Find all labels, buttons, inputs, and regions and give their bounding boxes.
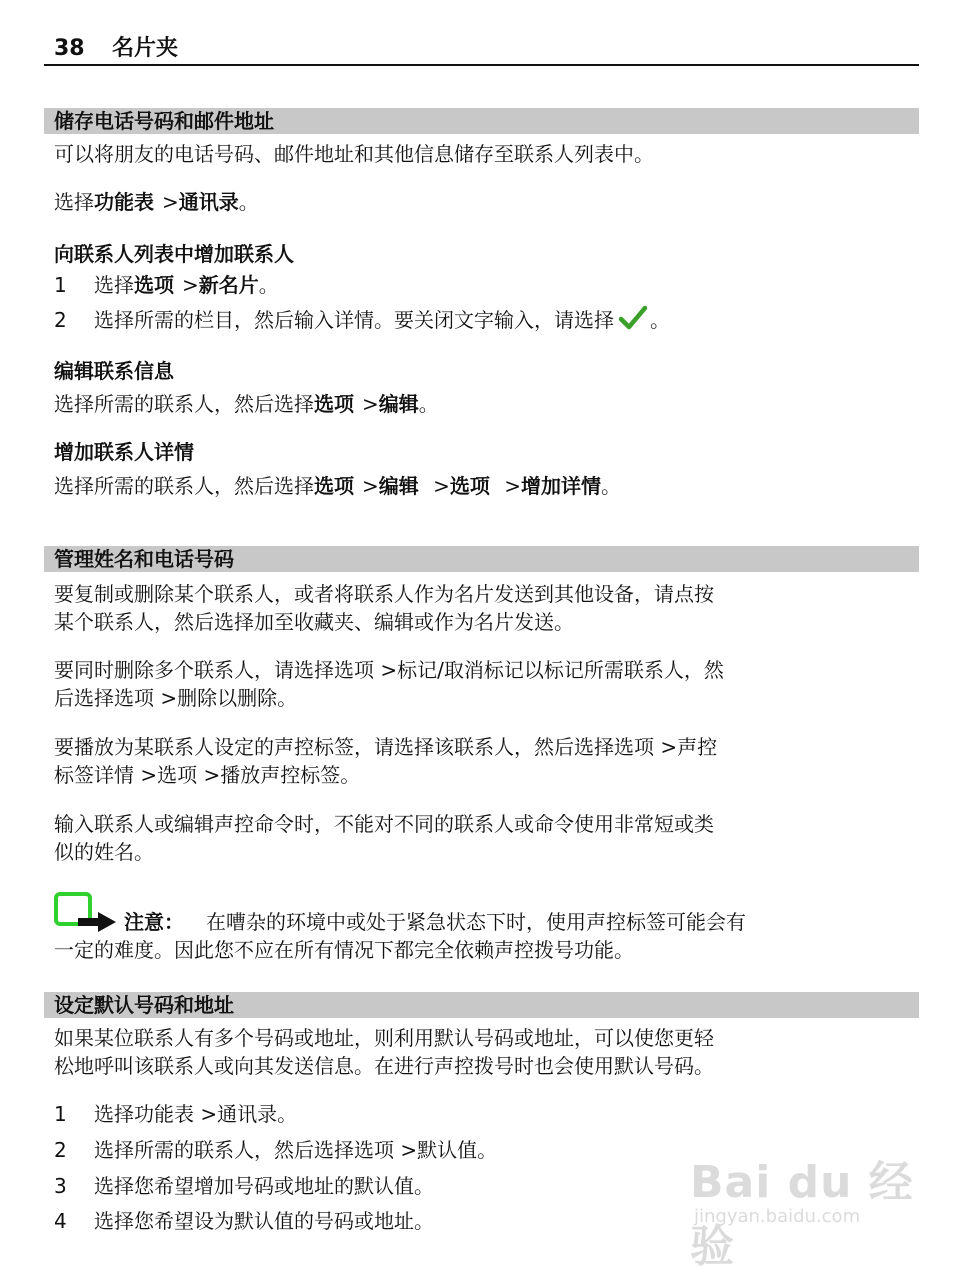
contacts-label: 通讯录 <box>178 190 239 214</box>
instruction-open-contacts: 选择功能表 >通讯录。 <box>54 190 259 214</box>
end-mark: 。 <box>238 190 259 214</box>
text-select: 选择 <box>94 273 134 297</box>
add-details-label: 增加详情 <box>521 474 602 498</box>
step-text: 选择所需的栏目，然后输入详情。要关闭文字输入，请选择 <box>94 308 614 332</box>
options-label: 选项 <box>314 392 354 416</box>
step-number: 2 <box>54 308 67 332</box>
text-select: 选择 <box>54 190 94 214</box>
watermark-logo-text: Bai du 经验 <box>690 1157 914 1272</box>
paragraph-manage-1-line1: 要复制或删除某个联系人，或者将联系人作为名片发送到其他设备，请点按 <box>54 582 714 606</box>
step-number: 4 <box>54 1209 67 1233</box>
instruction-edit-contact: 选择所需的联系人，然后选择选项 >编辑。 <box>54 392 439 416</box>
paragraph-manage-2-line1: 要同时删除多个联系人，请选择选项 >标记/取消标记以标记所需联系人，然 <box>54 658 724 682</box>
new-card-label: 新名片 <box>198 273 259 297</box>
step-default-4 <box>54 1207 434 1235</box>
step-default-1 <box>54 1100 297 1128</box>
step-number: 1 <box>54 1102 67 1126</box>
page-number: 38 <box>54 36 85 61</box>
step-default-2 <box>54 1136 497 1164</box>
options-label: 选项 <box>134 273 174 297</box>
note-line2: 一定的难度。因此您不应在所有情况下都完全依赖声控拨号功能。 <box>54 938 634 962</box>
end-mark: 。 <box>650 308 670 332</box>
note-icon <box>54 892 120 938</box>
end-mark: 。 <box>601 474 622 498</box>
note-line1 <box>124 908 746 936</box>
chapter-title: 名片夹 <box>112 36 179 61</box>
paragraph-manage-3-line2: 标签详情 >选项 >播放声控标签。 <box>54 763 361 787</box>
section-heading-manage: 管理姓名和电话号码 <box>44 546 919 572</box>
paragraph-default-line1: 如果某位联系人有多个号码或地址，则利用默认号码或地址，可以使您更轻 <box>54 1026 714 1050</box>
step-add-1: 1 选择选项 >新名片。 <box>54 273 279 297</box>
menu-label: 功能表 <box>94 190 154 214</box>
section-heading-store: 储存电话号码和邮件地址 <box>44 108 919 134</box>
step-text: 选择功能表 >通讯录。 <box>94 1102 298 1126</box>
step-default-3 <box>54 1172 434 1200</box>
text-select: 选择所需的联系人，然后选择 <box>54 474 314 498</box>
subheading-add-details: 增加联系人详情 <box>54 440 194 464</box>
note-label: 注意： <box>124 910 184 934</box>
note-text: 在嘈杂的环境中或处于紧急状态下时，使用声控标签可能会有 <box>206 910 746 934</box>
step-number: 1 <box>54 273 67 297</box>
end-mark: 。 <box>418 392 439 416</box>
paragraph-manage-2-line2: 后选择选项 >删除以删除。 <box>54 686 298 710</box>
options-label: 选项 <box>314 474 354 498</box>
options-label: 选项 <box>449 474 490 498</box>
baidu-watermark <box>690 1138 920 1272</box>
end-mark: 。 <box>258 273 279 297</box>
step-text: 选择所需的联系人，然后选择选项 >默认值。 <box>94 1138 498 1162</box>
section-heading-default: 设定默认号码和地址 <box>44 992 919 1018</box>
instruction-add-details: 选择所需的联系人，然后选择选项 >编辑 >选项 >增加详情。 <box>54 474 622 498</box>
step-text: 选择您希望增加号码或地址的默认值。 <box>94 1174 434 1198</box>
step-number: 2 <box>54 1138 67 1162</box>
paragraph-manage-1-line2: 某个联系人，然后选择加至收藏夹、编辑或作为名片发送。 <box>54 610 574 634</box>
paragraph-default-line2: 松地呼叫该联系人或向其发送信息。在进行声控拨号时也会使用默认号码。 <box>54 1054 714 1078</box>
page-header <box>44 34 919 66</box>
edit-label: 编辑 <box>378 474 419 498</box>
paragraph-manage-4-line1: 输入联系人或编辑声控命令时，不能对不同的联系人或命令使用非常短或类 <box>54 812 714 836</box>
watermark-url: jingyan.baidu.com <box>694 1206 861 1227</box>
subheading-edit-contact: 编辑联系信息 <box>54 359 174 383</box>
paragraph-store-intro: 可以将朋友的电话号码、邮件地址和其他信息储存至联系人列表中。 <box>54 142 654 166</box>
step-text: 选择您希望设为默认值的号码或地址。 <box>94 1209 434 1233</box>
step-add-2 <box>54 305 670 338</box>
step-number: 3 <box>54 1174 67 1198</box>
paragraph-manage-4-line2: 似的姓名。 <box>54 840 154 864</box>
paragraph-manage-3-line1: 要播放为某联系人设定的声控标签，请选择该联系人，然后选择选项 >声控 <box>54 735 718 759</box>
text-select: 选择所需的联系人，然后选择 <box>54 392 314 416</box>
checkmark-icon <box>618 305 648 338</box>
edit-label: 编辑 <box>378 392 419 416</box>
subheading-add-contact: 向联系人列表中增加联系人 <box>54 242 294 266</box>
